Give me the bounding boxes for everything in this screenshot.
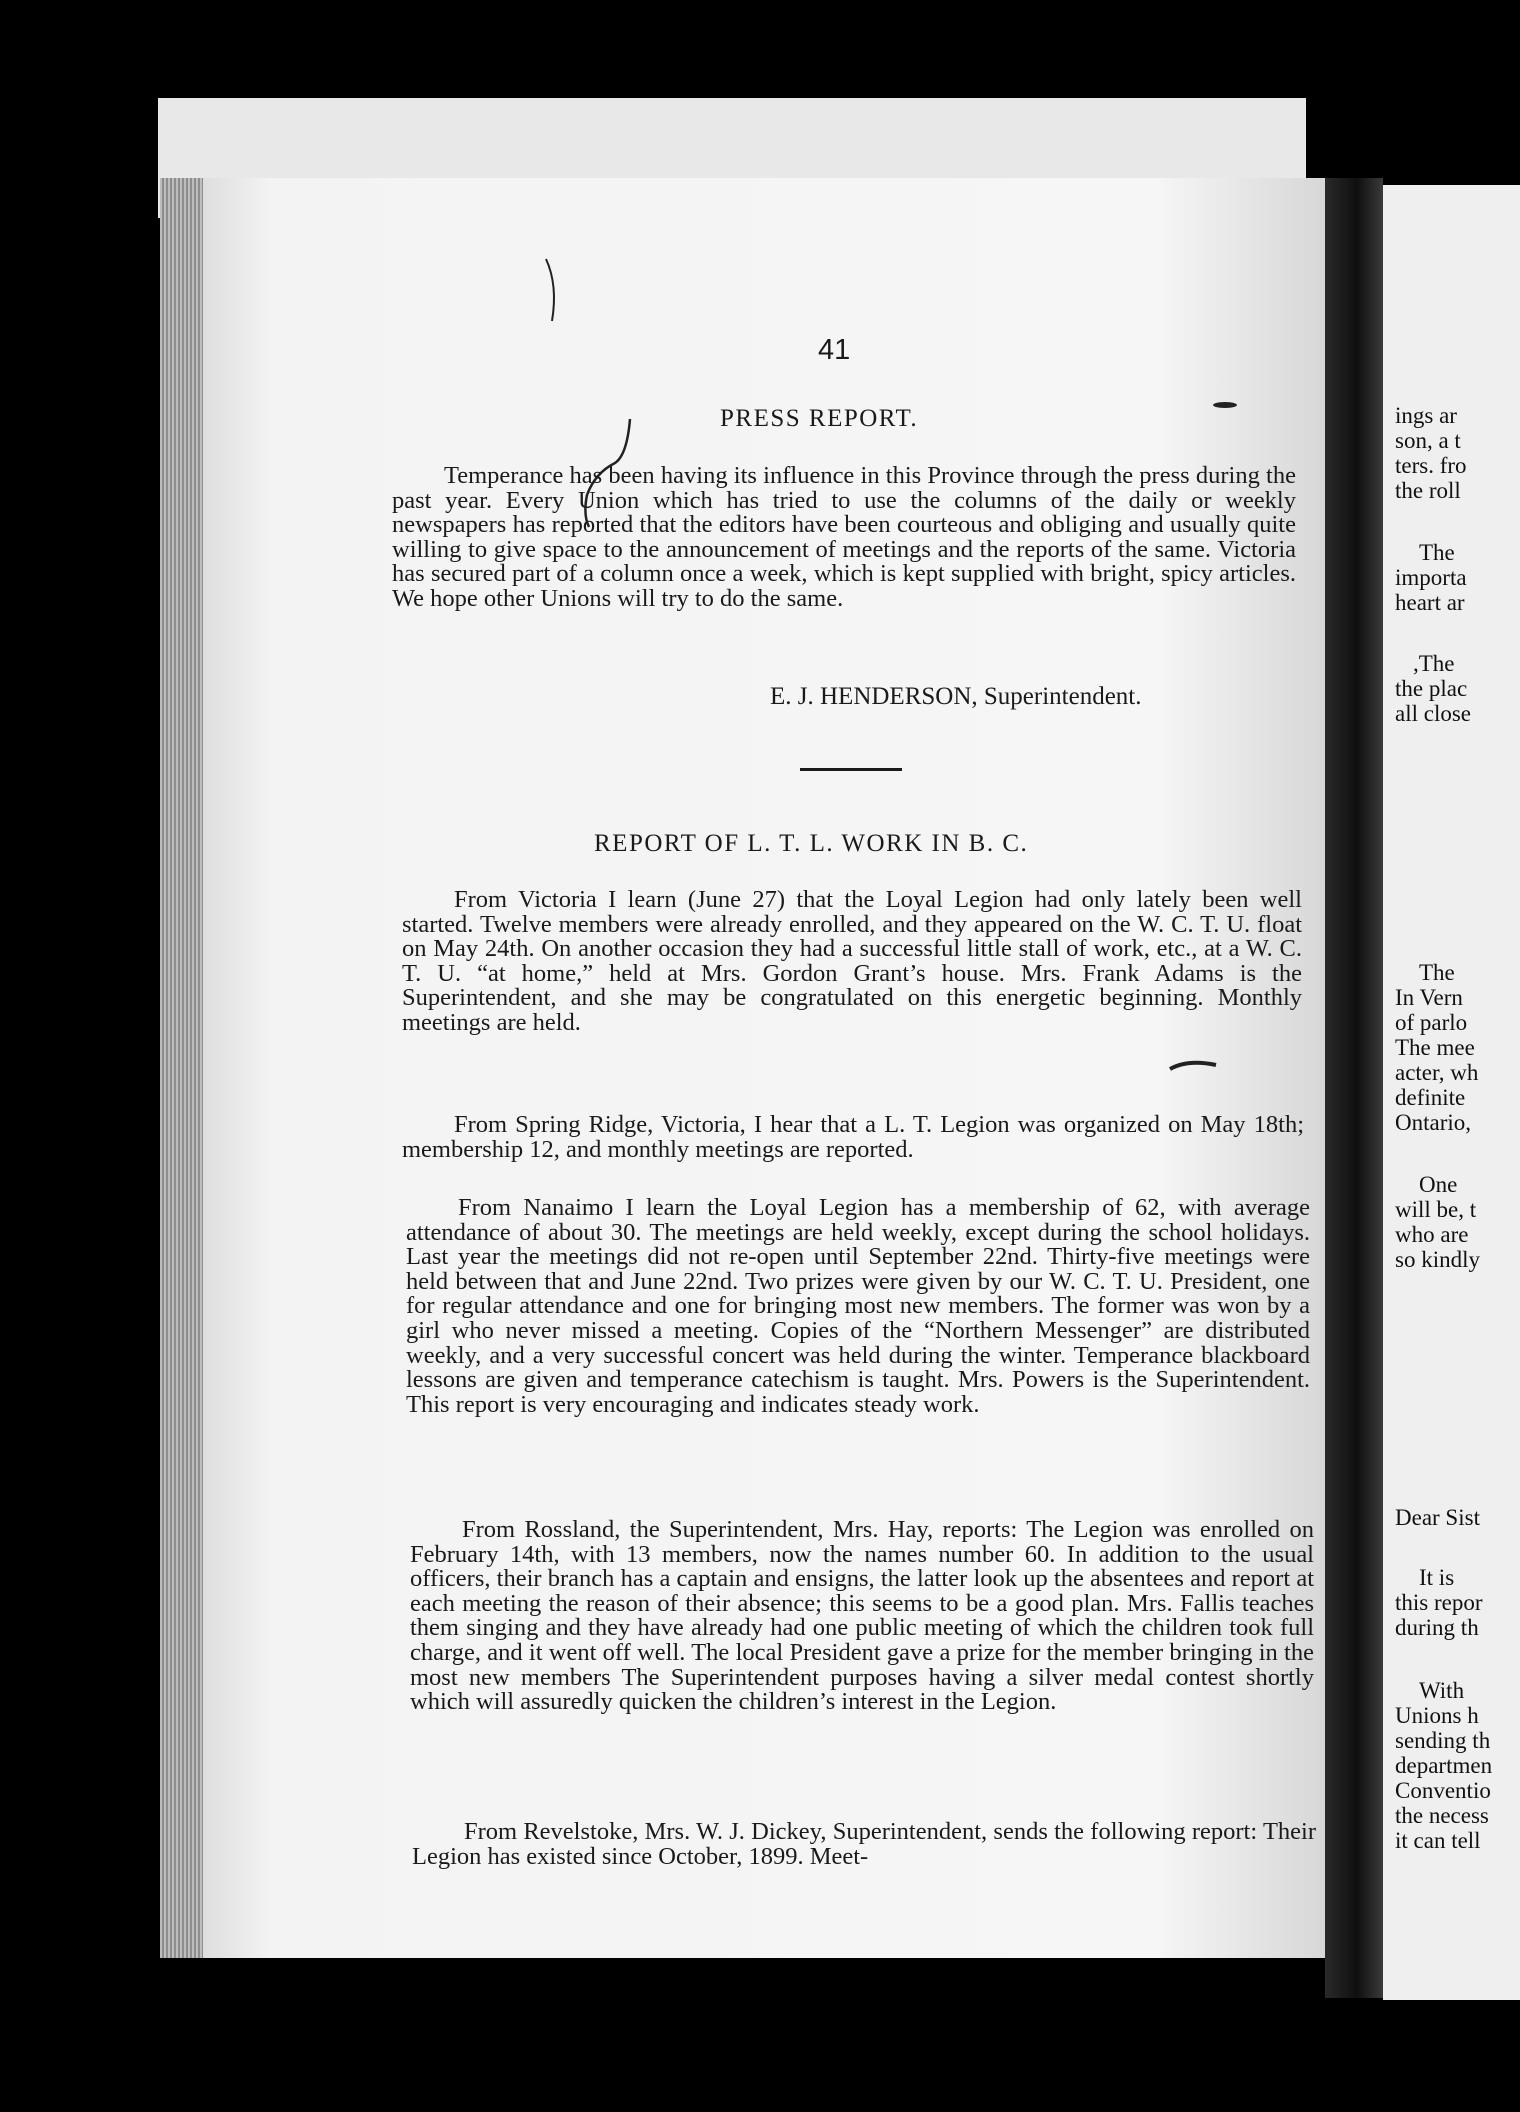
section-divider [800, 768, 902, 771]
facing-line: With [1419, 1678, 1465, 1703]
ltl-paragraph-victoria: From Victoria I learn (June 27) that the Loyal Legion had only lately been well started. Twelve members were already enrolled, and they appeared on the W. C. T. U. float on May 24th. On another occasion they had a successful little stall of work, etc., at a W. C. T. U. “at home,” held at Mrs. Gordon Grant’s house. Mrs. Frank Adams is the Superintendent, and she may be congratulated on this energetic beginning. Monthly meetings are held. [402, 886, 1302, 1036]
facing-line: In Vern [1395, 985, 1463, 1010]
facing-line: The mee [1395, 1035, 1475, 1060]
ltl-paragraph-revelstoke: From Revelstoke, Mrs. W. J. Dickey, Superintendent, sends the following report: Their Legion has existed since October, 1899. Meet- [412, 1818, 1316, 1870]
facing-line: sending th [1395, 1728, 1491, 1753]
facing-line: Ontario, [1395, 1110, 1472, 1135]
book-gutter [1325, 178, 1383, 1998]
facing-line: all close [1395, 701, 1471, 726]
facing-line: acter, wh [1395, 1060, 1479, 1085]
facing-line: it can tell [1395, 1828, 1481, 1853]
press-report-paragraph: Temperance has been having its influence in this Province through the press during the past year. Every Union which has tried to use the columns of the daily or weekly newspapers has reported that the editors have been courteous and obliging and usually quite willing to give space to the announcement of meetings and the reports of the same. Victoria has secured part of a column once a week, which is kept supplied with bright, spicy articles. We hope other Unions will try to do the same. [392, 462, 1296, 612]
press-report-signature: E. J. HENDERSON, Superintendent. [770, 683, 1142, 710]
facing-line: One [1419, 1172, 1458, 1197]
facing-line: during th [1395, 1615, 1479, 1640]
ltl-report-heading: REPORT OF L. T. L. WORK IN B. C. [594, 830, 1029, 857]
facing-line: son, a t [1395, 428, 1461, 453]
page-number: 41 [818, 334, 851, 366]
facing-line: this repor [1395, 1590, 1483, 1615]
facing-line: definite [1395, 1085, 1466, 1110]
press-report-heading: PRESS REPORT. [720, 405, 919, 432]
facing-line: importa [1395, 565, 1467, 590]
facing-line: ings ar [1395, 403, 1457, 428]
ltl-paragraph-spring-ridge: From Spring Ridge, Victoria, I hear that a L. T. Legion was organized on May 18th; membership 12, and monthly meetings are reported. [402, 1111, 1304, 1163]
ink-blot-1 [1210, 400, 1240, 410]
facing-line: ,The [1413, 651, 1455, 676]
facing-line: heart ar [1395, 590, 1465, 615]
page-edges [160, 178, 205, 1958]
facing-line: Unions h [1395, 1703, 1479, 1728]
facing-line: the plac [1395, 676, 1468, 701]
facing-line: the necess [1395, 1803, 1489, 1828]
facing-line: so kindly [1395, 1247, 1480, 1272]
facing-line: will be, t [1395, 1197, 1477, 1222]
facing-line: It is [1419, 1565, 1455, 1590]
facing-line: ters. fro [1395, 453, 1467, 478]
facing-line: The [1419, 960, 1455, 985]
facing-line: departmen [1395, 1753, 1493, 1778]
facing-line: Conventio [1395, 1778, 1491, 1803]
facing-line: who are [1395, 1222, 1469, 1247]
ltl-paragraph-rossland: From Rossland, the Superintendent, Mrs. Hay, reports: The Legion was enrolled on February 14th, with 13 members, now the names number 60. In addition to the usual officers, their branch has a captain and ensigns, the latter look up the absentees and report at each meeting the reason of their absence; this seems to be a good plan. Mrs. Fallis teaches them singing and they have already had one public meeting of which the children took full charge, and it went off well. The local President gave a prize for the member bringing in the most new members The Superintendent purposes having a silver medal contest shortly which will assuredly quicken the children’s interest in the Legion. [410, 1516, 1314, 1716]
facing-line: the roll [1395, 478, 1461, 503]
ltl-paragraph-nanaimo: From Nanaimo I learn the Loyal Legion has a membership of 62, with average attendance of about 30. The meetings are held weekly, except during the school holidays. Last year the meetings did not re-open until September 22nd. Thirty-five meetings were held between that and June 22nd. Two prizes were given by our W. C. T. U. President, one for regular attendance and one for bringing most new members. The former was won by a girl who never missed a meeting. Copies of the “Northern Messenger” are distributed weekly, and a very successful concert was held during the winter. Temperance blackboard lessons are given and temperance catechism is taught. Mrs. Powers is the Superintendent. This report is very encouraging and indicates steady work. [406, 1194, 1310, 1418]
pencil-mark-top [540, 255, 570, 325]
facing-page [1383, 185, 1520, 2000]
facing-line: Dear Sist [1395, 1505, 1480, 1530]
facing-line: The [1419, 540, 1455, 565]
facing-line: of parlo [1395, 1010, 1468, 1035]
ink-blot-2 [1168, 1055, 1218, 1075]
